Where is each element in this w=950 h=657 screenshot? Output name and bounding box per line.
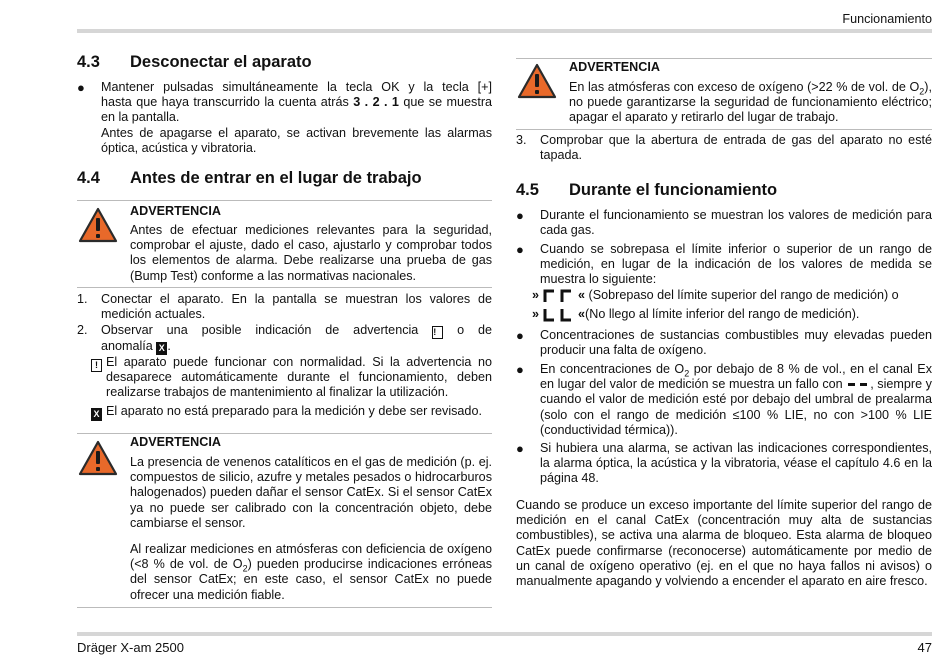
- header-rule: [77, 29, 932, 33]
- bullet-text: Cuando se sobrepasa el límite inferior o superior de un rango de medición, en lugar de la indicación de los valores de medida se muestra lo siguiente:: [540, 242, 932, 287]
- under-range-text: (No llego al límite inferior del rango de medición).: [585, 307, 860, 321]
- section-heading-4-3: [77, 55, 492, 75]
- text-fragment: ), no puede garantizarse la seguridad de funcionamiento eléctrico; apagar el aparato y retirarlo del lugar de trabajo.: [569, 80, 932, 125]
- text-fragment: Observar una posible indicación de advertencia: [101, 323, 419, 337]
- text-fragment: por debajo de 8 % de vol., en el canal Ex en lugar del valor de medición se muestra un fallo con: [540, 362, 932, 392]
- footer-product: Dräger X-am 2500: [77, 640, 184, 655]
- text-fragment: ) pueden producirse indicaciones erróneas del sensor CatEx; en este caso, el sensor CatEx no puede ofrecer una medición fiable.: [130, 557, 493, 602]
- paragraph: Antes de apagarse el aparato, se activan brevemente las alarmas óptica, acústica y vibratoria.: [101, 125, 492, 155]
- section-title: Antes de entrar en el lugar de trabajo: [130, 169, 422, 187]
- section-number: 4.3: [77, 53, 100, 71]
- note-fault: El aparato no está preparado para la medición y debe ser revisado.: [106, 404, 482, 418]
- step-number: 2.: [77, 323, 88, 337]
- text-fragment: o de: [457, 323, 493, 337]
- step-text: Comprobar que la abertura de entrada de gas del aparato no esté tapada.: [540, 133, 932, 163]
- note-warning: El aparato puede funcionar con normalidad. Si la advertencia no desaparece automáticamente durante el funcionamiento, deben realizarse trabajos de mantenimiento al finalizar la utilización.: [106, 355, 492, 400]
- step-number: 3.: [516, 133, 527, 147]
- note-icon-wrap: [91, 356, 102, 372]
- step-text: [101, 323, 492, 355]
- warning-indicator-icon: !: [432, 326, 443, 339]
- bullet-text: [540, 362, 932, 438]
- warning-title: ADVERTENCIA: [130, 204, 221, 218]
- quote-mark: «: [578, 307, 586, 321]
- step-number: 1.: [77, 292, 88, 306]
- warning-triangle-icon: [78, 440, 118, 476]
- text-line: Mantener pulsadas simultáneamente la tecla OK y la tecla [+]: [101, 80, 492, 94]
- warning-box: [516, 58, 932, 130]
- section-number: 4.5: [516, 181, 539, 199]
- section-title: Desconectar el aparato: [130, 53, 312, 71]
- text-fragment: anomalía: [101, 339, 153, 353]
- under-range-line: [532, 307, 932, 322]
- fault-indicator-icon: X: [156, 342, 167, 355]
- bullet-shutdown: [101, 80, 492, 156]
- fault-indicator-icon: X: [91, 408, 102, 421]
- subscript: 2: [684, 368, 690, 379]
- bullet-icon: ●: [516, 208, 524, 223]
- bullet-icon: ●: [516, 441, 524, 456]
- warning-text: La presencia de venenos catalíticos en el gas de medición (p. ej. compuestos de silicio, azufre y metales pesados o hidrocarburos halogenados) pueden dañar el sensor CatEx. Si el sensor CatEx ya no puede ser calibrado con la concentración objeto, debe cambiarse el sensor.: [130, 455, 492, 530]
- over-range-display-icon: [543, 289, 575, 303]
- subscript: 2: [242, 563, 248, 574]
- bullet-icon: ●: [516, 242, 524, 257]
- warning-triangle-icon: [517, 63, 557, 99]
- running-header: Funcionamiento: [842, 12, 932, 26]
- warning-indicator-icon: !: [91, 359, 102, 372]
- text-fragment: Al realizar mediciones en atmósferas con deficiencia de oxígeno (<8 % de vol. de O: [130, 542, 492, 572]
- under-range-display-icon: [543, 308, 575, 322]
- section-heading-4-5: [516, 183, 932, 203]
- quote-mark: «: [578, 288, 586, 302]
- warning-title: ADVERTENCIA: [569, 60, 660, 74]
- paragraph: Cuando se produce un exceso importante del límite superior del rango de medición en el canal CatEx (concentración muy alta de sustancias combustibles), se activa una alarma de bloqueo. Esta alarma de bloqueo CatEx puede confirmarse (reconocerse) automáticamente por medio de un canal de oxígeno operativo (ej. en el que no haya fallos ni avisos) o manualmente apagando y volviendo a encender el aparato en aire fresco.: [516, 498, 932, 589]
- text-fragment: En concentraciones de O: [540, 362, 685, 376]
- section-heading-4-4: [77, 171, 492, 191]
- text-line: en la pantalla.: [101, 110, 180, 125]
- text-fragment: , siempre y cuando el valor de medición esté por debajo del umbral de prealarma (solo con el rango de medición ≤100 % LIE, no con >100 % LIE (conductividad térmica)).: [540, 377, 932, 437]
- quote-mark: »: [532, 307, 540, 321]
- warning-text: [130, 542, 492, 603]
- bullet-text: Durante el funcionamiento se muestran los valores de medición para cada gas.: [540, 208, 932, 238]
- fault-dash-display-icon: [846, 380, 870, 390]
- warning-text: Antes de efectuar mediciones relevantes para la seguridad, comprobar el ajuste, dado el caso, ajustarlo y comprobar todos los elementos de alarma. Debe realizarse una prueba de gas (Bump Test) conforme a las normativas nacionales.: [130, 223, 492, 283]
- text-fragment: hasta que haya transcurrido la cuenta atrás: [101, 95, 349, 110]
- text-fragment: .: [167, 339, 171, 353]
- text-line: [101, 95, 492, 110]
- footer-rule: [77, 632, 932, 636]
- text-line: [101, 323, 492, 339]
- page-number: 47: [917, 640, 932, 655]
- warning-text: [569, 80, 932, 126]
- warning-box: [77, 200, 492, 288]
- warning-title: ADVERTENCIA: [130, 435, 221, 449]
- warning-triangle-icon: [78, 207, 118, 243]
- over-range-line: [532, 288, 932, 303]
- note-icon-wrap: [91, 405, 102, 421]
- section-number: 4.4: [77, 169, 100, 187]
- bullet-text: Concentraciones de sustancias combustibles muy elevadas pueden producir una falta de oxígeno.: [540, 328, 932, 358]
- over-range-text: (Sobrepaso del límite superior del rango de medición) o: [588, 288, 899, 302]
- bullet-icon: ●: [77, 80, 85, 95]
- text-line: [101, 339, 492, 355]
- text-fragment: En las atmósferas con exceso de oxígeno (>22 % de vol. de O: [569, 80, 920, 94]
- subscript: 2: [919, 86, 925, 97]
- quote-mark: »: [532, 288, 540, 302]
- countdown-sequence: 3 . 2 . 1: [353, 95, 399, 110]
- text-fragment: que se muestra: [403, 95, 493, 110]
- bullet-icon: ●: [516, 362, 524, 377]
- step-text: Conectar el aparato. En la pantalla se muestran los valores de medición actuales.: [101, 292, 492, 322]
- warning-box: [77, 433, 492, 608]
- bullet-icon: ●: [516, 328, 524, 343]
- bullet-text: Si hubiera una alarma, se activan las indicaciones correspondientes, la alarma óptica, la acústica y la vibratoria, véase el capítulo 4.6 en la página 48.: [540, 441, 932, 486]
- section-title: Durante el funcionamiento: [569, 181, 778, 199]
